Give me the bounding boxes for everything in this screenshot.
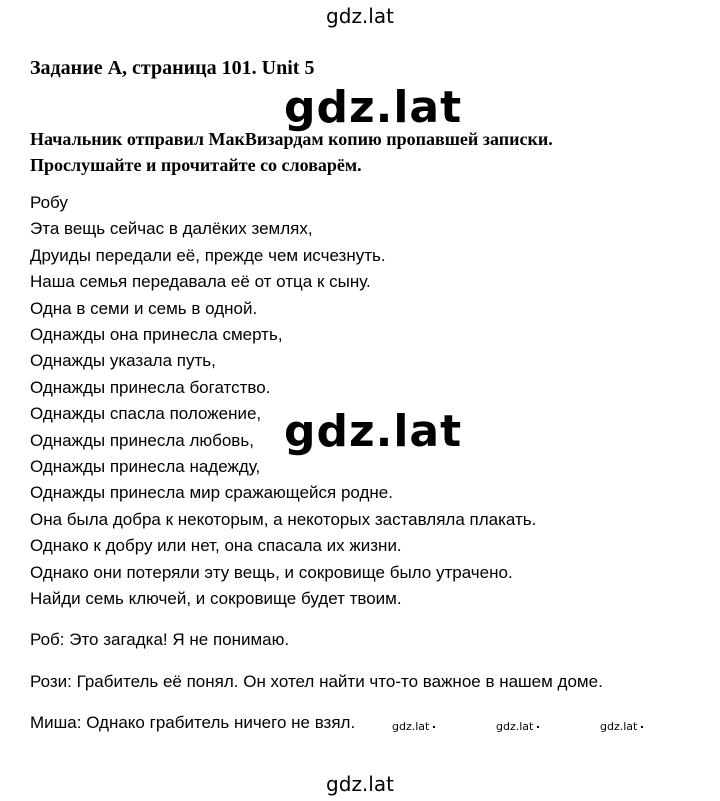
- dialog-line-rosie: Рози: Грабитель её понял. Он хотел найти что-то важное в нашем доме.: [30, 672, 603, 691]
- watermark-large: gdz.lat: [284, 406, 463, 457]
- poem-line: Одна в семи и семь в одной.: [30, 298, 258, 318]
- poem-line: Однажды принесла надежду,: [30, 457, 261, 477]
- instruction-line: Прослушайте и прочитайте со словарём.: [30, 155, 362, 175]
- poem-line: Она была добра к некоторым, а некоторых заставляла плакать.: [30, 509, 537, 529]
- watermark-small: gdz.lat: [392, 720, 435, 733]
- poem-line: Однажды указала путь,: [30, 351, 216, 371]
- dialog-line-misha: Миша: Однако грабитель ничего не взял.: [30, 713, 356, 732]
- watermark-small: gdz.lat: [600, 720, 643, 733]
- task-instructions: [30, 126, 553, 178]
- poem-line: Однажды принесла любовь,: [30, 430, 254, 450]
- watermark-large: gdz.lat: [284, 82, 463, 133]
- watermark-top: gdz.lat: [326, 4, 394, 28]
- instruction-line: Начальник отправил МакВизардам копию пропавшей записки.: [30, 129, 553, 149]
- note-poem: [30, 190, 536, 613]
- poem-line: Найди семь ключей, и сокровище будет твоим.: [30, 589, 402, 609]
- poem-line: Наша семья передавала её от отца к сыну.: [30, 272, 371, 292]
- watermark-small: gdz.lat: [496, 720, 539, 733]
- poem-line: Эта вещь сейчас в далёких землях,: [30, 219, 313, 239]
- page-title: Задание А, страница 101. Unit 5: [30, 57, 315, 79]
- poem-line: Однако они потеряли эту вещь, и сокровище было утрачено.: [30, 562, 513, 582]
- poem-line: Однажды спасла положение,: [30, 404, 262, 424]
- poem-line: Однажды принесла мир сражающейся родне.: [30, 483, 393, 503]
- poem-line: Однако к добру или нет, она спасала их жизни.: [30, 536, 402, 556]
- watermark-bottom: gdz.lat: [326, 772, 394, 796]
- poem-addressee: Робу: [30, 193, 68, 212]
- poem-line: Однажды она принесла смерть,: [30, 325, 283, 345]
- poem-line: Однажды принесла богатство.: [30, 377, 271, 397]
- poem-line: Друиды передали её, прежде чем исчезнуть.: [30, 245, 386, 265]
- dialog-line-rob: Роб: Это загадка! Я не понимаю.: [30, 630, 290, 649]
